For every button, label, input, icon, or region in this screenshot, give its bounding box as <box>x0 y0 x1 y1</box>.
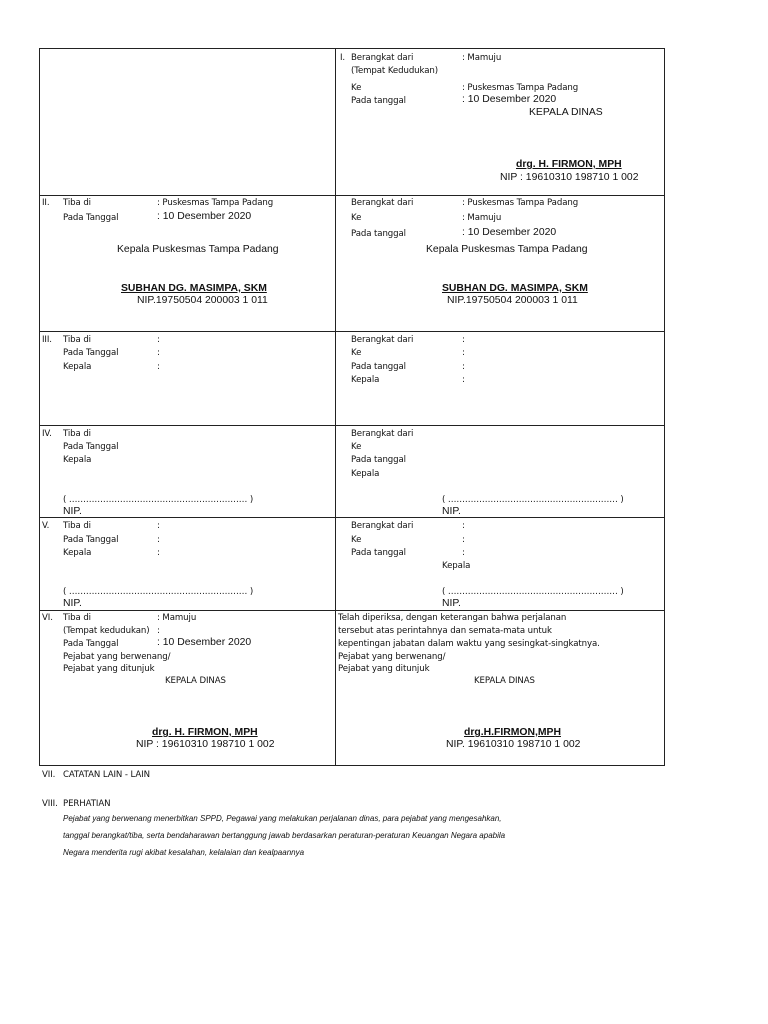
tanggal-value: : 10 Desember 2020 <box>462 227 557 238</box>
jabatan-kepala-dinas: KEPALA DINAS <box>165 676 226 686</box>
colon: : <box>462 521 465 531</box>
tempat-kedudukan-value: : <box>157 626 160 636</box>
tanggal-value: : 10 Desember 2020 <box>462 94 557 105</box>
kepala-label: Kepala <box>351 375 380 385</box>
berangkat-label: Berangkat dari <box>351 198 414 208</box>
section-1-number: I. <box>340 53 346 63</box>
jabatan-left: Kepala Puskesmas Tampa Padang <box>117 244 279 255</box>
perhatian-line-3: Negara menderita rugi akibat kesalahan, kelalaian dan kealpaannya <box>63 848 305 857</box>
colon: : <box>462 548 465 558</box>
table-border-bottom <box>39 765 665 766</box>
tanggal-label: Pada tanggal <box>351 362 406 372</box>
signer-name-left: drg. H. FIRMON, MPH <box>152 727 258 738</box>
tempat-kedudukan-label: (Tempat kedudukan) <box>63 626 150 636</box>
berangkat-value: : Mamuju <box>462 53 502 63</box>
colon: : <box>157 335 160 345</box>
pada-tanggal-value: : 10 Desember 2020 <box>157 211 252 222</box>
berangkat-label: Berangkat dari <box>351 521 414 531</box>
catatan-lain-heading: CATATAN LAIN - LAIN <box>63 770 150 780</box>
tiba-value: : Mamuju <box>157 613 197 623</box>
pada-tanggal-label: Pada Tanggal <box>63 535 119 545</box>
section-3-number: III. <box>42 335 52 345</box>
row-divider-1 <box>39 195 665 196</box>
table-border-right <box>664 48 665 766</box>
signer-name: drg. H. FIRMON, MPH <box>516 159 622 170</box>
colon: : <box>462 535 465 545</box>
nip-right: NIP. <box>442 506 461 517</box>
signer-nip-left: NIP : 19610310 198710 1 002 <box>136 739 275 750</box>
berangkat-label: Berangkat dari <box>351 429 414 439</box>
colon: : <box>157 521 160 531</box>
signature-line-left: ( ……………………………………………………… ) <box>63 587 254 597</box>
ke-value: : Mamuju <box>462 213 502 223</box>
ke-label: Ke <box>351 213 362 223</box>
pada-tanggal-label: Pada Tanggal <box>63 639 119 649</box>
section-4-number: IV. <box>42 429 52 439</box>
tiba-label: Tiba di <box>63 613 91 623</box>
section-6-number: VI. <box>42 613 53 623</box>
colon: : <box>462 362 465 372</box>
colon: : <box>157 535 160 545</box>
pada-tanggal-label: Pada Tanggal <box>63 348 119 358</box>
tanggal-label: Pada tanggal <box>351 455 406 465</box>
nip-left: NIP. <box>63 598 82 609</box>
jabatan-kepala-dinas: KEPALA DINAS <box>474 676 535 686</box>
colon: : <box>157 548 160 558</box>
kepala-label: Kepala <box>63 455 92 465</box>
row-divider-3 <box>39 425 665 426</box>
ke-label: Ke <box>351 535 362 545</box>
verification-line-2: tersebut atas perintahnya dan semata-mata untuk <box>338 626 552 636</box>
kepala-label: Kepala <box>351 469 380 479</box>
nip-left: NIP. <box>63 506 82 517</box>
section-8-number: VIII. <box>42 799 58 809</box>
ke-value: : Puskesmas Tampa Padang <box>462 83 579 93</box>
row-divider-4 <box>39 517 665 518</box>
perhatian-heading: PERHATIAN <box>63 799 111 809</box>
verification-line-3: kepentingan jabatan dalam waktu yang sesingkat-singkatnya. <box>338 639 600 649</box>
perhatian-line-1: Pejabat yang berwenang menerbitkan SPPD, Pegawai yang melakukan perjalanan dinas, para pejabat yang mengesahkan, <box>63 814 502 823</box>
pejabat-ditunjuk: Pejabat yang ditunjuk <box>63 664 155 674</box>
ke-label: Ke <box>351 83 362 93</box>
signer-nip-right: NIP.19750504 200003 1 011 <box>447 295 578 306</box>
row-divider-2 <box>39 331 665 332</box>
signer-nip: NIP : 19610310 198710 1 002 <box>500 172 639 183</box>
pada-tanggal-label: Pada Tanggal <box>63 213 119 223</box>
signature-line-left: ( ……………………………………………………… ) <box>63 495 254 505</box>
section-5-number: V. <box>42 521 50 531</box>
section-7-number: VII. <box>42 770 56 780</box>
pada-tanggal-label: Pada Tanggal <box>63 442 119 452</box>
perhatian-line-2: tanggal berangkat/tiba, serta bendaharawan bertanggung jawab berdasarkan peraturan-peraturan Keuangan Negara apabila <box>63 831 506 840</box>
jabatan-right: Kepala Puskesmas Tampa Padang <box>426 244 588 255</box>
section-2-number: II. <box>42 198 50 208</box>
signature-line-right: ( …………………………………………………… ) <box>442 495 624 505</box>
kepala-label: Kepala <box>442 561 471 571</box>
jabatan-kepala-dinas: KEPALA DINAS <box>529 107 603 118</box>
pejabat-berwenang: Pejabat yang berwenang/ <box>63 652 171 662</box>
tempat-kedudukan-label: (Tempat Kedudukan) <box>351 66 439 76</box>
pada-tanggal-value: : 10 Desember 2020 <box>157 637 252 648</box>
ke-label: Ke <box>351 348 362 358</box>
pejabat-ditunjuk: Pejabat yang ditunjuk <box>338 664 430 674</box>
berangkat-label: Berangkat dari <box>351 53 414 63</box>
tiba-label: Tiba di <box>63 429 91 439</box>
kepala-label: Kepala <box>63 362 92 372</box>
colon: : <box>157 362 160 372</box>
table-border-left <box>39 48 40 766</box>
signer-nip-left: NIP.19750504 200003 1 011 <box>137 295 268 306</box>
row-divider-5 <box>39 610 665 611</box>
kepala-label: Kepala <box>63 548 92 558</box>
table-divider-middle <box>335 48 336 766</box>
table-border-top <box>39 48 665 49</box>
signer-nip-right: NIP. 19610310 198710 1 002 <box>446 739 581 750</box>
signer-name-right: SUBHAN DG. MASIMPA, SKM <box>442 283 588 294</box>
tiba-label: Tiba di <box>63 521 91 531</box>
tiba-label: Tiba di <box>63 198 91 208</box>
signer-name-left: SUBHAN DG. MASIMPA, SKM <box>121 283 267 294</box>
colon: : <box>462 348 465 358</box>
tiba-value: : Puskesmas Tampa Padang <box>157 198 274 208</box>
tanggal-label: Pada tanggal <box>351 96 406 106</box>
nip-right: NIP. <box>442 598 461 609</box>
tiba-label: Tiba di <box>63 335 91 345</box>
colon: : <box>157 348 160 358</box>
verification-line-1: Telah diperiksa, dengan keterangan bahwa perjalanan <box>338 613 567 623</box>
tanggal-label: Pada tanggal <box>351 548 406 558</box>
tanggal-label: Pada tanggal <box>351 229 406 239</box>
signer-name-right: drg.H.FIRMON,MPH <box>464 727 561 738</box>
colon: : <box>462 335 465 345</box>
ke-label: Ke <box>351 442 362 452</box>
signature-line-right: ( …………………………………………………… ) <box>442 587 624 597</box>
berangkat-label: Berangkat dari <box>351 335 414 345</box>
berangkat-value: : Puskesmas Tampa Padang <box>462 198 579 208</box>
pejabat-berwenang: Pejabat yang berwenang/ <box>338 652 446 662</box>
colon: : <box>462 375 465 385</box>
